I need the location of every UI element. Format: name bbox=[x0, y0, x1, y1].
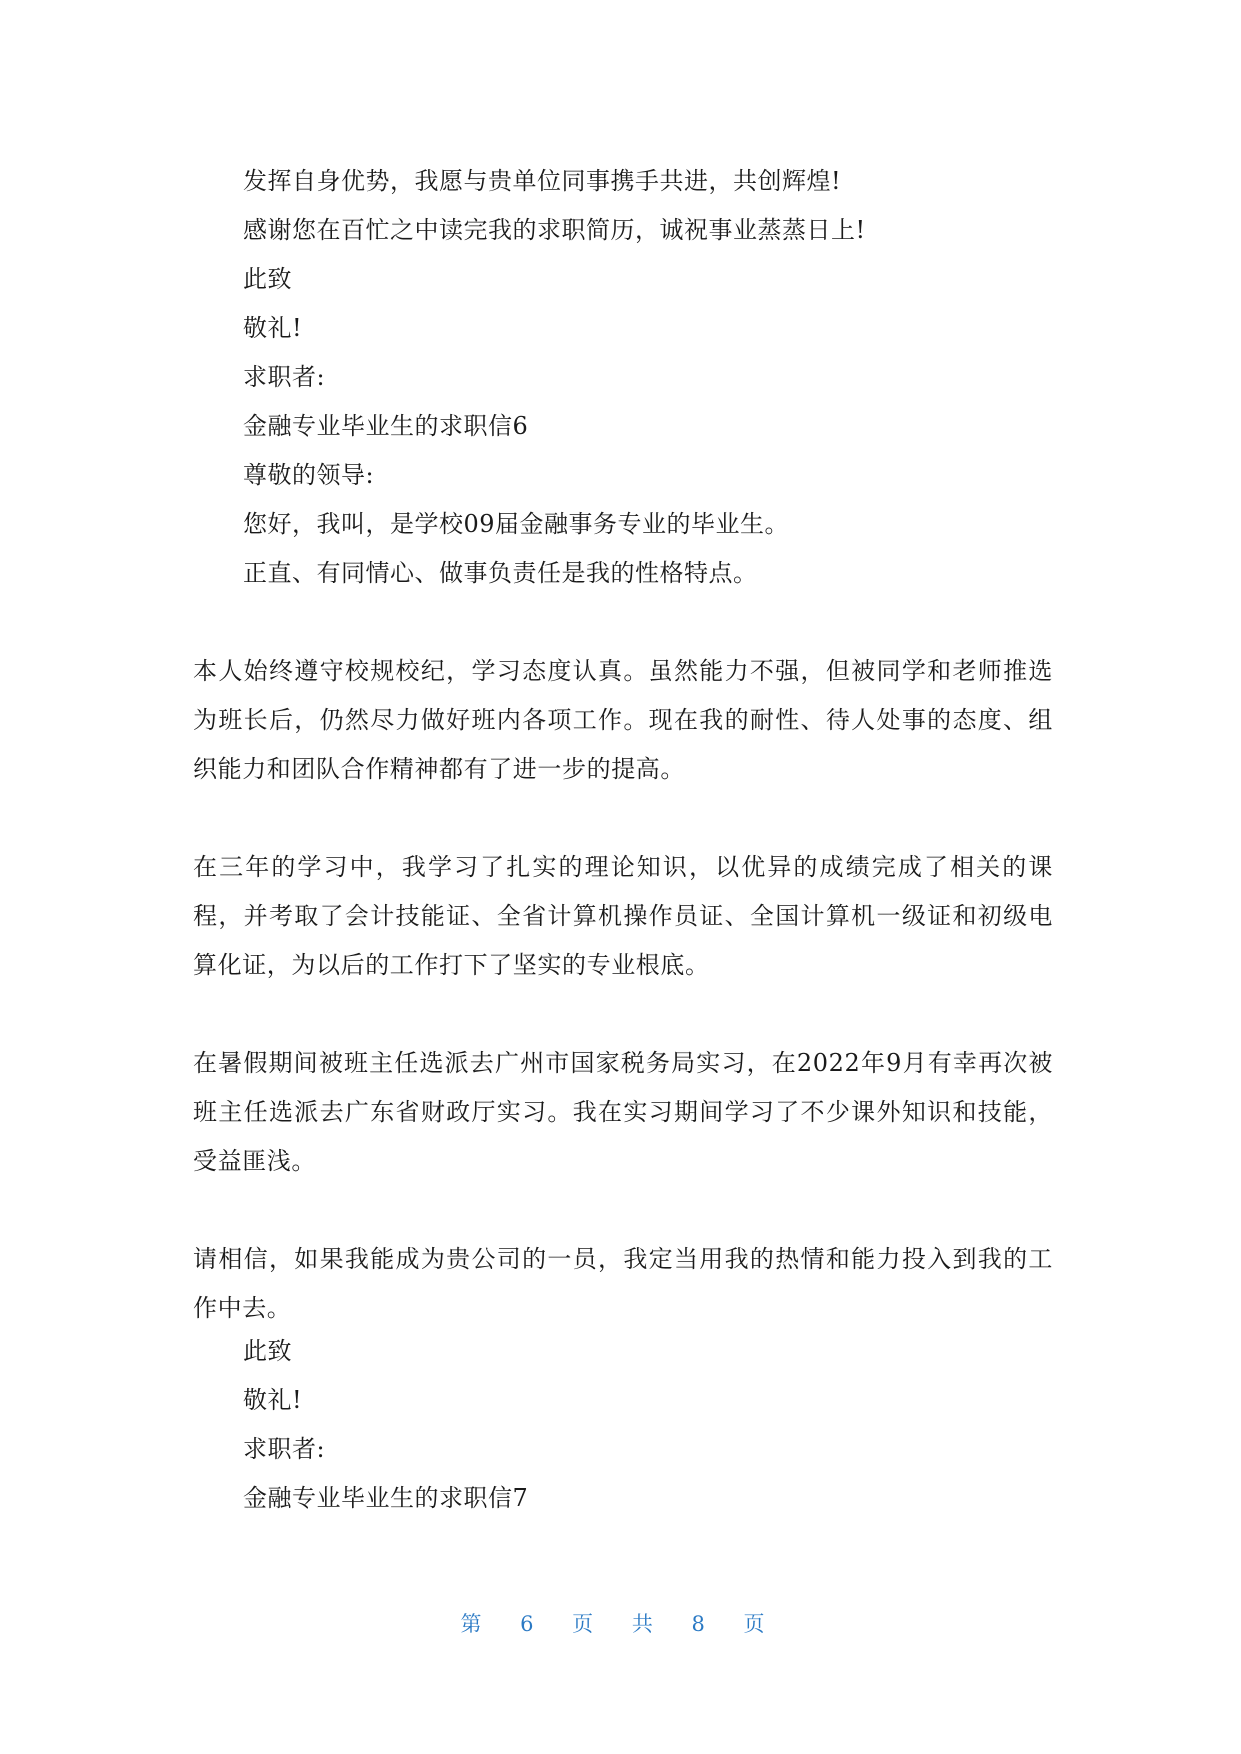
text-line: 感谢您在百忙之中读完我的求职简历，诚祝事业蒸蒸日上! bbox=[243, 216, 866, 244]
text-line: 求职者: bbox=[243, 1435, 326, 1463]
letter-title: 金融专业毕业生的求职信6 bbox=[243, 412, 529, 440]
text-line: 发挥自身优势，我愿与贵单位同事携手共进，共创辉煌! bbox=[243, 167, 842, 195]
text-line: 敬礼! bbox=[243, 314, 303, 342]
paragraph: 本人始终遵守校规校纪，学习态度认真。虽然能力不强，但被同学和老师推选为班长后，仍然尽力做好班内各项工作。现在我的耐性、待人处事的态度、组织能力和团队合作精神都有了进一步的提高。 bbox=[193, 657, 1053, 783]
salutation: 尊敬的领导: bbox=[243, 461, 375, 489]
text-line: 此致 bbox=[243, 265, 292, 293]
text-line: 您好，我叫，是学校09届金融事务专业的毕业生。 bbox=[243, 510, 790, 538]
paragraph: 在暑假期间被班主任选派去广州市国家税务局实习，在2022年9月有幸再次被班主任选派去广东省财政厅实习。我在实习期间学习了不少课外知识和技能，受益匪浅。 bbox=[193, 1049, 1053, 1175]
paragraph: 在三年的学习中，我学习了扎实的理论知识，以优异的成绩完成了相关的课程，并考取了会计技能证、全省计算机操作员证、全国计算机一级证和初级电算化证，为以后的工作打下了坚实的专业根底。 bbox=[193, 853, 1053, 979]
page-number: 第 6 页 共 8 页 bbox=[460, 1612, 781, 1636]
text-line: 正直、有同情心、做事负责任是我的性格特点。 bbox=[243, 559, 758, 587]
text-line: 敬礼! bbox=[243, 1386, 303, 1414]
text-line: 此致 bbox=[243, 1337, 292, 1365]
text-line: 求职者: bbox=[243, 363, 326, 391]
paragraph: 请相信，如果我能成为贵公司的一员，我定当用我的热情和能力投入到我的工作中去。 bbox=[193, 1245, 1053, 1322]
letter-title: 金融专业毕业生的求职信7 bbox=[243, 1484, 529, 1512]
